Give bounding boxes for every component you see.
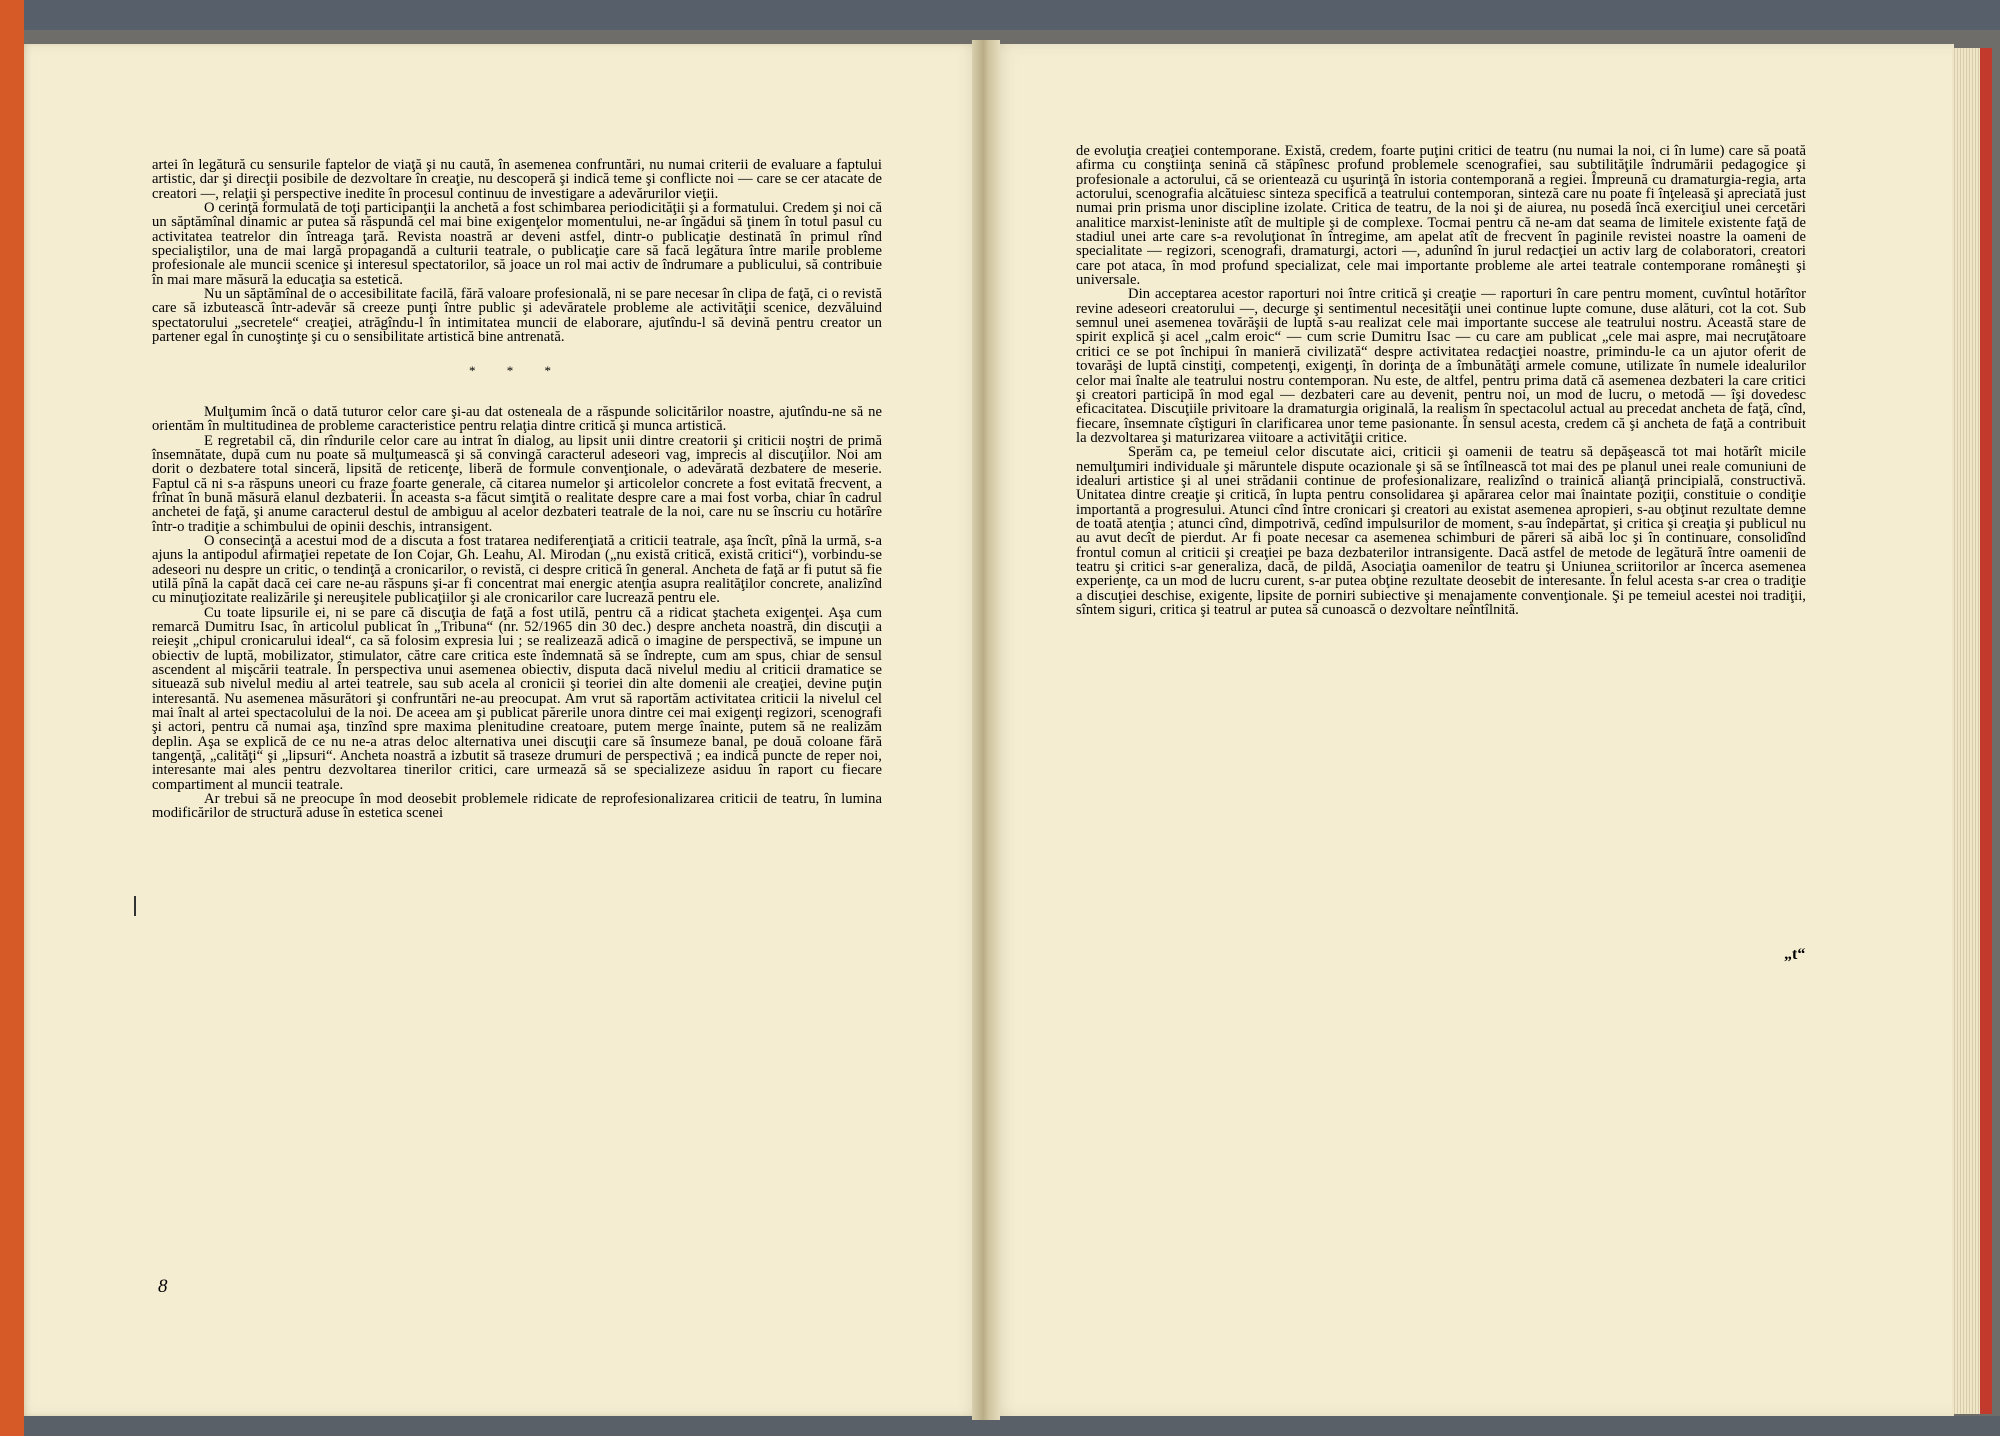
right-paragraph: Sperăm ca, pe temeiul celor discutate aici, criticii şi oamenii de teatru să depăşească tot mai hotărît micile nemulţumiri individuale şi măruntele dispute ocazionale şi să se întîlnească tot mai des pe planul unei reale comuniuni de idealuri artistice şi al unei strădanii continue de profesionalizare, realizînd o trainică alianţă principială, constructivă. Unitatea dintre creaţie şi critică, în lupta pentru consolidarea şi apărarea celor mai înaintate poziţii, constituie o condiţie importantă a progresului. Atunci cînd între cronicari şi creatori au existat asemenea apropieri, s-au obţinut rezultate demne de toată atenţia ; atunci cînd, dimpotrivă, cedînd impulsurilor de moment, s-au îndepărtat, şi critica şi creaţia şi publicul nu au avut decît de pierdut. Ar fi poate necesar ca asemenea schimburi de păreri să aibă loc şi în continuare, consolidînd frontul comun al criticii şi creaţiei pe baza dezbaterilor intransigente. Dacă astfel de metode de legătură între oamenii de teatru şi critici s-ar generaliza, dacă, de pildă, Asociaţia oamenilor de teatru şi Uniunea scriitorilor ar încerca asemenea experienţe, ca un mod de lucru curent, s-ar putea obţine rezultate deosebit de interesante. În felul acesta s-ar crea o tradiţie a discuţiei deschise, exigente, lipsite de porniri subiective şi menajamente convenţionale. Şi pe temeiul acestei noi tradiţii, sîntem siguri, critica şi teatrul ar putea să cunoască o dezvoltare neîntîlnită. xyxy=(1076,444,1806,618)
author-signature: „t“ xyxy=(1784,946,1806,963)
left-paragraph: E regretabil că, din rîndurile celor care au intrat în dialog, au lipsit unii dintre creatorii şi criticii noştri de primă însemnătate, după cum nu poate să mulţumească şi să convingă caracterul adeseori vag, imprecis al discuţiilor. Noi am dorit o dezbatere total sinceră, lipsită de reticenţe, liberă de formule convenţionale, o adevărată dezbatere de meserie. Faptul că ni s-a răspuns uneori cu fraze foarte generale, că citarea numelor şi articolelor concrete a fost evitată frecvent, a frînat în bună măsură elanul dezbaterii. În aceasta s-a făcut simţită o realitate despre care a mai fost vorba, chiar în cadrul anchetei de faţă, şi anume caracterul destul de ambiguu al acelor dezbateri teatrale de la noi, care nu se înscriu cu hotărîre într-o tradiţie a schimbului de opinii deschis, intransigent. xyxy=(152,432,882,535)
left-paragraph: O cerinţă formulată de toţi participanţii la anchetă a fost schimbarea periodicităţii şi a formatului. Credem şi noi că un săptămînal dinamic ar putea să răspundă cel mai bine exigenţelor momentului, ne-ar îngădui să ţinem în totul pasul cu activitatea teatrelor din întreaga ţară. Revista noastră ar deveni astfel, dintr-o publicaţie destinată în primul rînd specialiştilor, una de mai largă propagandă a culturii teatrale, o publicaţie care să facă legătura între marile probleme profesionale ale muncii scenice şi interesul spectatorilor, să joace un rol mai activ de îndrumare a publicului, să contribuie în mai mare măsură la educaţia sa estetică. xyxy=(152,200,882,288)
left-paragraph: O consecinţă a acestui mod de a discuta a fost tratarea nediferenţiată a criticii teatrale, aşa încît, pînă la urmă, s-a ajuns la antipodul afirmaţiei repetate de Ion Cojar, Gh. Leahu, Al. Mirodan („nu există critică, există critici“), vorbindu-se adeseori nu despre un critic, o tendinţă a cronicarilor, o revistă, ci despre critică în general. Ancheta de faţă ar fi putut să fie utilă pînă la capăt dacă cei care ne-au răspuns şi-ar fi concentrat mai energic atenţia asupra realităţilor concrete, analizînd cu minuţiozitate realizările şi nereuşitele publicaţiilor şi ale cronicarilor care lucrează pentru ele. xyxy=(152,532,882,607)
section-separator: * * * xyxy=(469,363,565,379)
left-page-text xyxy=(152,158,882,821)
page-number: 8 xyxy=(158,1276,168,1297)
red-page-edge xyxy=(1980,48,1992,1414)
left-paragraph: Nu un săptămînal de o accesibilitate facilă, fără valoare profesională, ni se pare necesar în clipa de faţă, ci o revistă care să izbutească într-adevăr să creeze punţi între public şi adevăratele probleme ale activităţii scenice, dezvăluind spectatorului „secretele“ creaţiei, atrăgîndu-l în intimitatea muncii de elaborare, ajutîndu-l să devină pentru creator un partener egal în cunoştinţe şi cu o sensibilitate artistică bine antrenată. xyxy=(152,286,882,346)
background-top xyxy=(0,0,2000,30)
right-paragraph: Din acceptarea acestor raporturi noi între critică şi creaţie — raporturi în care pentru moment, cuvîntul hotărîtor revine adeseori creatorului —, decurge şi sentimentul necesităţii unei continue lupte comune, duse alături, cot la cot. Sub semnul unei asemenea tovărăşii de luptă s-au realizat cele mai importante succese ale teatrului nostru. Această stare de spirit explică şi acel „calm eroic“ — cum scrie Dumitru Isac — cu care am publicat „cele mai aspre, mai necruţătoare critici ce se pot închipui în manieră civilizată“ despre activitatea redacţiei noastre, primindu-le ca un ajutor oferit de tovarăşi de luptă cinstiţi, competenţi, exigenţi, în dorinţa de a îmbunătăţi armele comune, utilizate în numele idealurilor celor mai înalte ale teatrului nostru contemporan. Nu este, de altfel, pentru prima dată că asemenea dezbateri la care critici şi creatori participă în mod egal — dezbateri care au devenit, pentru noi, un mod de lucru, o metodă — îşi dovedesc eficacitatea. Discuţiile privitoare la dramaturgia originală, la realism în spectacolul actual au precedat ancheta de faţă, cînd, fiecare, însemnate cîştiguri în clarificarea unor teme pasionante. În sensul acesta, credem că şi ancheta de faţă a contribuit la dezvoltarea şi maturizarea viitoare a activităţii critice. xyxy=(1076,286,1806,446)
left-paragraph: Ar trebui să ne preocupe în mod deosebit problemele ridicate de reprofesionalizarea criticii de teatru, în lumina modificărilor de structură aduse în estetica scenei xyxy=(152,791,882,822)
left-paragraph: Cu toate lipsurile ei, ni se pare că discuţia de faţă a fost utilă, pentru că a ridicat ştacheta exigenţei. Aşa cum remarcă Dumitru Isac, în articolul publicat în „Tribuna“ (nr. 52/1965 din 30 dec.) despre ancheta noastră, din discuţii a reieşit „chipul cronicarului ideal“, ca să folosim expresia lui ; se realizează adică o imagine de perspectivă, se impune un obiectiv de luptă, mobilizator, stimulator, către care critica este îndemnată să se îndrepte, cum am spus, chiar de sensul ascendent al mişcării teatrale. În perspectiva unui asemenea obiectiv, disputa dacă nivelul mediu al criticii dramatice se situează sub nivelul mediu al artei teatrele, sau sub acela al cronicii şi teoriei din alte domenii ale creaţiei, devine puţin interesantă. Nu asemenea măsurători şi confruntări ne-au preocupat. Am vrut să raportăm activitatea criticii la nivelul cel mai înalt al artei spectacolului de la noi. De aceea am şi publicat părerile unora dintre cei mai exigenţi regizori, scenografi şi actori, pentru că numai aşa, tinzînd spre maxima plenitudine creatoare, putem merge înainte, putem să ne realizăm deplin. Aşa se explică de ce nu ne-a atras deloc alternativa unei discuţii care să însumeze banal, pe două coloane fără tangenţă, „calităţi“ şi „lipsuri“. Ancheta noastră a izbutit să traseze drumuri de perspectivă ; ea indică puncte de reper noi, interesante mai ales pentru dezvoltarea tinerilor critici, care urmează să se specializeze asiduu în raport cu fiecare compartiment al muncii teatrale. xyxy=(152,604,882,793)
right-page-text xyxy=(1076,144,1806,617)
book-cover-edge xyxy=(0,0,24,1436)
margin-pencil-mark xyxy=(134,896,136,916)
right-paragraph: de evoluţia creaţiei contemporane. Există, credem, foarte puţini critici de teatru (nu numai la noi, ci în lume) care să poată afirma cu conştiinţa senină că stăpînesc profund problemele scenografiei, sau subtilităţile îndrumării pedagogice şi profesionale a actorului, că se orientează cu uşurinţă în istoria contemporană a regiei. Împreună cu dramaturgia-regia, arta actorului, scenografia alcătuiesc sinteza specifică a teatrului contemporan, sinteză care nu poate fi înţeleasă şi apreciată just numai prin prisma unor discipline izolate. Critica de teatru, de la noi şi de aiurea, nu posedă încă exerciţiul unei cercetări analitice marxist-leniniste atît de multiple şi de complexe. Tocmai pentru că ne-am dat seama de limitele existente faţă de stadiul unei arte care s-a revoluţionat în întregime, am apelat atît de frecvent în paginile revistei noastre la oameni de specialitate — regizori, scenografi, dramaturgi, actori —, adunînd în jurul redacţiei un activ larg de colaboratori, creatori care pot ataca, în mod profund specializat, cele mai importante probleme ale artei teatrale contemporane româneşti şi universale. xyxy=(1076,143,1806,289)
background-bottom xyxy=(0,1416,2000,1436)
left-paragraph: Mulţumim încă o dată tuturor celor care şi-au dat osteneala de a răspunde solicitărilor noastre, ajutîndu-ne să ne orientăm în multitudinea de probleme caracteristice pentru relaţia dintre critică şi munca artistică. xyxy=(152,403,882,435)
left-paragraph: artei în legătură cu sensurile faptelor de viaţă şi nu caută, în asemenea confruntări, nu numai criterii de evaluare a faptului artistic, dar şi direcţii posibile de dezvoltare în creaţie, nu descoperă şi indică teme şi conflicte noi — care se cer atacate de creatori —, relaţii şi perspective inedite în procesul continuu de investigare a adevărurilor vieţii. xyxy=(152,157,882,202)
book-spine xyxy=(972,40,1000,1420)
page-stack-edge xyxy=(1952,48,1982,1414)
